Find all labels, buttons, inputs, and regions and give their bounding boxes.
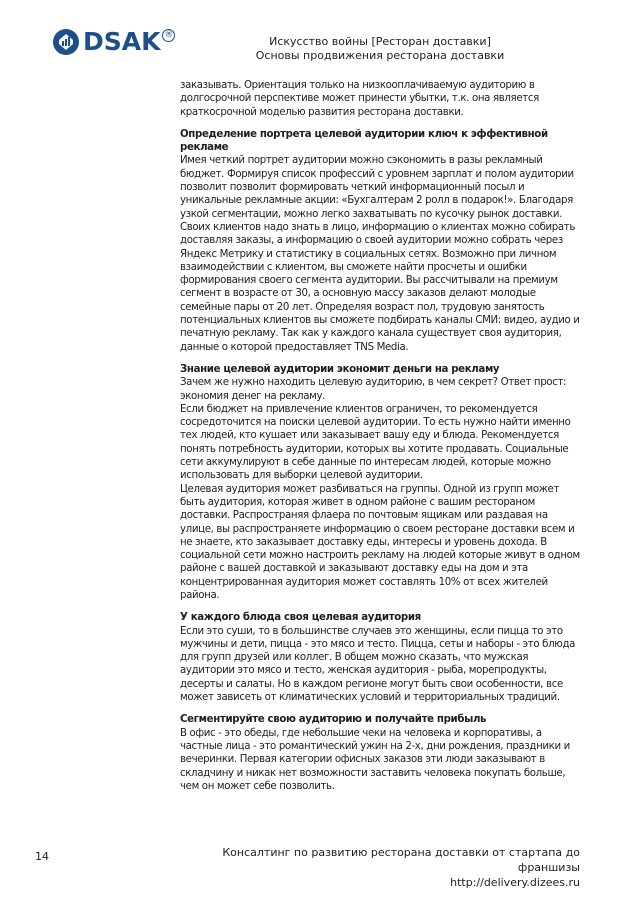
page-header [0,0,638,80]
section-paragraph: Целевая аудитория может разбиваться на группы. Одной из групп может быть аудитория, которая живет в одном районе с вашим рестораном доставки. Распространяя флаера по почтовым ящикам или раздавая на улице, вы распространяете информацию о своем ресторане доставки всем и не знаете, кто заказывает доставку еды, интересы и уровень дохода. В социальной сети можно настроить рекламу на людей которые живут в одном районе с вашей доставкой и заказывают доставку еды на дом и эта концентрированная аудитория может составлять 10% от всех жителей района. [180,483,580,601]
section-paragraph: Зачем же нужно находить целевую аудиторию, в чем секрет? Ответ прост: экономия денег на рекламу. [180,377,567,402]
footer-tagline: Консалтинг по развитию ресторана доставки от стартапа до франшизы [222,846,580,874]
section-heading: Знание целевой аудитории экономит деньги на рекламу [180,363,500,375]
section-heading: У каждого блюда своя целевая аудитория [180,612,421,624]
section-segmentation [180,713,580,793]
header-title-line2: Основы продвижения ресторана доставки [255,49,505,62]
logo-shield-icon [52,28,80,56]
registered-mark: ® [164,29,174,40]
company-logo [52,28,175,56]
section-paragraph: В офис - это обеды, где небольшие чеки на человека и корпоративы, а частные лица - это романтический ужин на 2-х, дни рождения, праздники и вечеринки. Первая категории офисных заказов эти люди заказывают в складчину и никак нет возможности заставить человека покупать больше, чем он может себе позволить. [180,727,570,792]
section-audience-saves-money [180,363,580,602]
page-footer [160,845,580,890]
page-number: 14 [35,850,49,863]
section-paragraph: Имея четкий портрет аудитории можно сэкономить в разы рекламный бюджет. Формируя список профессий с уровнем зарплат и полом аудитории позволит позволит формировать четкий информационный посыл и уникальные рекламные акции: «Бухгалтерам 2 ролл в подарок!». Благодаря узкой сегментации, можно легко захватывать по кусочку рынок доставки. Своих клиентов надо знать в лицо, информацию о клиентах можно собирать доставляя заказы, а информацию о своей аудитории можно собрать через Яндекс Метрику и статистику в социальных сетях. Возможно при личном взаимодействии с клиентом, вы сможете найти просчеты и ошибки формирования своего сегмента аудитории. Вы рассчитывали на премиум сегмент в возрасте от 30, а основную массу заказов делают молодые семейные пары от 20 лет. Определяя возраст пол, трудовую занятость потенциальных клиентов вы сможете подбирать каналы СМИ: видео, аудио и печатную рекламу. Так как у каждого канала существует своя аудитория, данные о которой предоставляет TNS Media. [180,155,580,353]
logo-text: DSAK [83,27,161,56]
header-title-line1: Искусство войны [Ресторан доставки] [269,35,491,48]
header-title [200,35,560,63]
section-heading: Определение портрета целевой аудитории ключ к эффективной рекламе [180,128,548,154]
intro-paragraph: заказывать. Ориентация только на низкооплачиваемую аудиторию в долгосрочной перспективе может принести убытки, т.к. она является краткосрочной моделью развития ресторана доставки. [180,80,539,118]
section-paragraph: Если это суши, то в большинстве случаев это женщины, если пицца то это мужчины и дети, пицца - это мясо и тесто. Пицца, сеты и наборы - это блюда для групп друзей или коллег. В общем можно сказать, что мужская аудитории это мясо и тесто, женская аудитория - рыба, морепродукты, десерты и салаты. Но в каждом регионе могут быть свои особенности, все может зависеть от климатических условий и территориальных традиций. [180,625,576,704]
article-body [180,79,580,802]
footer-url: http://delivery.dizees.ru [450,876,580,889]
section-dish-audience [180,611,580,704]
section-heading: Сегментируйте свою аудиторию и получайте прибыль [180,714,487,726]
section-paragraph: Если бюджет на привлечение клиентов ограничен, то рекомендуется сосредоточится на поиски целевой аудитории. То есть нужно найти именно тех людей, кто кушает или заказывает вашу еду и блюда. Рекомендуется понять потребность аудитории, которых вы хотите продавать. Социальные сети аккумулируют в себе данные по интересам людей, которые можно использовать для выборки целевой аудитории. [180,403,571,482]
section-audience-portrait [180,128,580,354]
